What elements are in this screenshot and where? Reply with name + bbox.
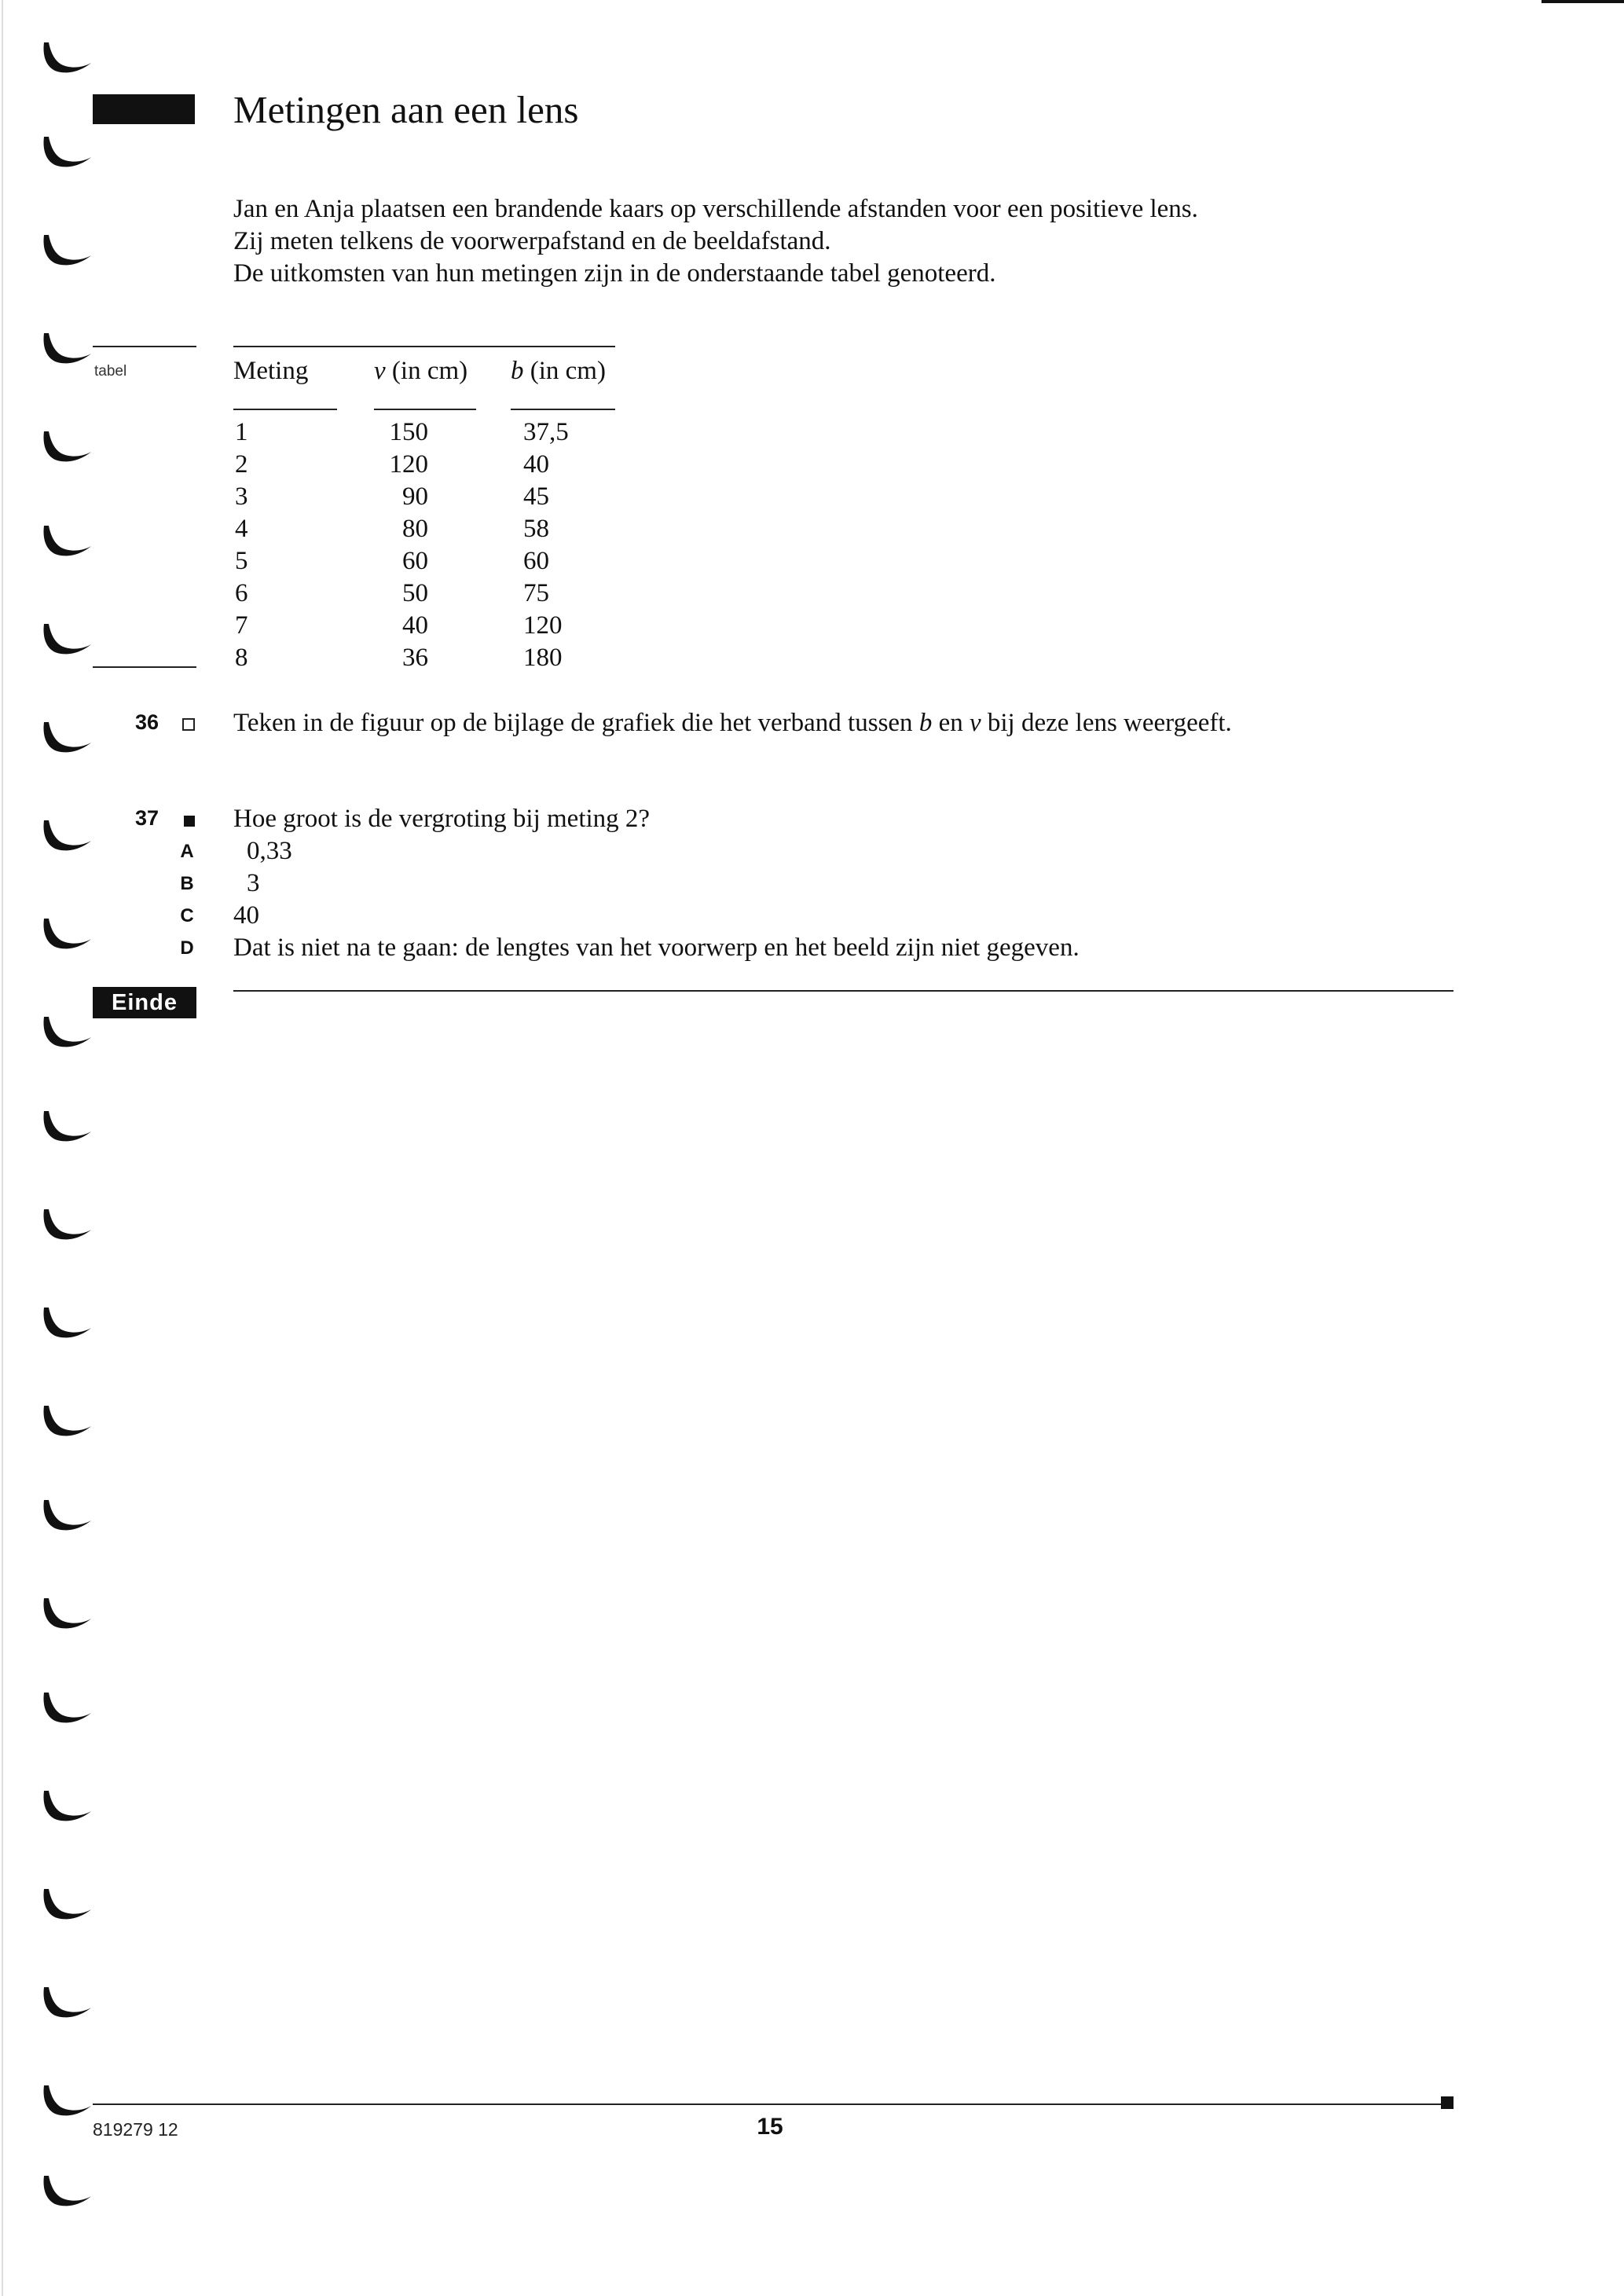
header-v [374, 354, 467, 388]
header-b-var: b [511, 357, 524, 385]
page-title: Metingen aan een lens [233, 88, 579, 131]
binding-mark [36, 817, 96, 856]
option-b-letter: B [180, 873, 194, 894]
cell-b: 75 [523, 579, 549, 607]
end-label: Einde [93, 987, 196, 1018]
option-c-letter: C [180, 905, 194, 926]
binding-mark [36, 1595, 96, 1634]
binding-mark [36, 134, 96, 173]
footer-rule [93, 2103, 1452, 2105]
intro-line-2: Zij meten telkens de voorwerpafstand en de beeldafstand. [233, 227, 831, 255]
binding-mark [36, 2173, 96, 2212]
binding-mark [36, 2082, 96, 2122]
cell-b: 37,5 [523, 418, 569, 446]
binding-mark [36, 1497, 96, 1536]
cell-meting: 6 [235, 579, 248, 607]
binding-mark [36, 1304, 96, 1344]
binding-mark [36, 39, 96, 79]
header-v-var: v [374, 357, 386, 385]
header-b [511, 354, 606, 388]
cell-v: 60 [402, 547, 428, 575]
intro-text [233, 193, 1333, 290]
binding-mark [36, 232, 96, 271]
column-meting [235, 416, 282, 674]
binding-mark [36, 1886, 96, 1925]
table-top-rule [233, 346, 615, 347]
header-meting: Meting [233, 357, 309, 385]
binding-mark [36, 523, 96, 562]
multiple-choice-icon [184, 816, 195, 827]
intro-line-3: De uitkomsten van hun metingen zijn in de onderstaande tabel genoteerd. [233, 259, 996, 288]
cell-meting: 3 [235, 482, 248, 511]
cell-b: 120 [523, 611, 563, 640]
question-37-number: 37 [135, 806, 159, 830]
binding-mark [36, 330, 96, 369]
cell-v: 40 [402, 611, 428, 640]
open-question-icon [182, 718, 195, 731]
column-v [361, 416, 428, 674]
cell-meting: 4 [235, 515, 248, 543]
q36-var-v: v [969, 709, 981, 737]
intro-line-1: Jan en Anja plaatsen een brandende kaars op verschillende afstanden voor een positieve lens. [233, 195, 1198, 223]
binding-mark [36, 1788, 96, 1827]
table-side-rule-top [93, 346, 196, 347]
cell-b: 180 [523, 644, 563, 672]
binding-mark [36, 621, 96, 660]
cell-meting: 8 [235, 644, 248, 672]
section-marker [93, 94, 195, 124]
binding-mark [36, 1206, 96, 1245]
binding-mark [36, 428, 96, 468]
option-c-text: 40 [233, 901, 259, 930]
cell-v: 90 [402, 482, 428, 511]
column-b [523, 416, 602, 674]
question-36-number: 36 [135, 710, 159, 734]
option-a-letter: A [180, 841, 194, 862]
option-d-letter: D [180, 937, 194, 959]
cell-v: 50 [402, 579, 428, 607]
binding-mark [36, 1984, 96, 2023]
header-rule-meting [233, 409, 337, 410]
page-edge [2, 0, 3, 2296]
binding-mark [36, 1108, 96, 1147]
cell-b: 60 [523, 547, 549, 575]
binding-mark [36, 915, 96, 955]
q36-var-b: b [918, 709, 933, 737]
q36-text-part: Teken in de figuur op de bijlage de grafiek die het verband tussen [233, 709, 919, 737]
q36-text-part: en [932, 709, 970, 737]
cell-v: 36 [402, 644, 428, 672]
binding-mark [36, 719, 96, 758]
cell-meting: 7 [235, 611, 248, 640]
table-side-label: tabel [94, 363, 127, 380]
header-rule-v [374, 409, 476, 410]
cell-v: 120 [389, 450, 428, 479]
end-rule [233, 990, 1454, 992]
cell-v: 80 [402, 515, 428, 543]
option-b-text: 3 [247, 869, 260, 897]
cell-meting: 2 [235, 450, 248, 479]
cell-meting: 5 [235, 547, 248, 575]
page-number: 15 [757, 2114, 783, 2140]
option-a-text: 0,33 [247, 837, 292, 865]
cell-v: 150 [389, 418, 428, 446]
cell-meting: 1 [235, 418, 248, 446]
table-side-rule-bottom [93, 666, 196, 668]
question-37-text: Hoe groot is de vergroting bij meting 2? [233, 805, 651, 833]
binding-mark [36, 1403, 96, 1442]
cell-b: 45 [523, 482, 549, 511]
binding-mark [36, 1689, 96, 1729]
corner-mark [1542, 0, 1624, 3]
footer-marker [1441, 2096, 1454, 2109]
q36-text-part: bij deze lens weergeeft. [981, 709, 1232, 737]
binding-mark [36, 1014, 96, 1053]
cell-b: 58 [523, 515, 549, 543]
header-v-unit: (in cm) [385, 357, 468, 385]
option-d-text: Dat is niet na te gaan: de lengtes van het voorwerp en het beeld zijn niet gegeven. [233, 933, 1080, 962]
footer-code: 819279 12 [93, 2119, 178, 2140]
cell-b: 40 [523, 450, 549, 479]
header-rule-b [511, 409, 615, 410]
question-36-text [233, 707, 1333, 739]
header-b-unit: (in cm) [523, 357, 606, 385]
